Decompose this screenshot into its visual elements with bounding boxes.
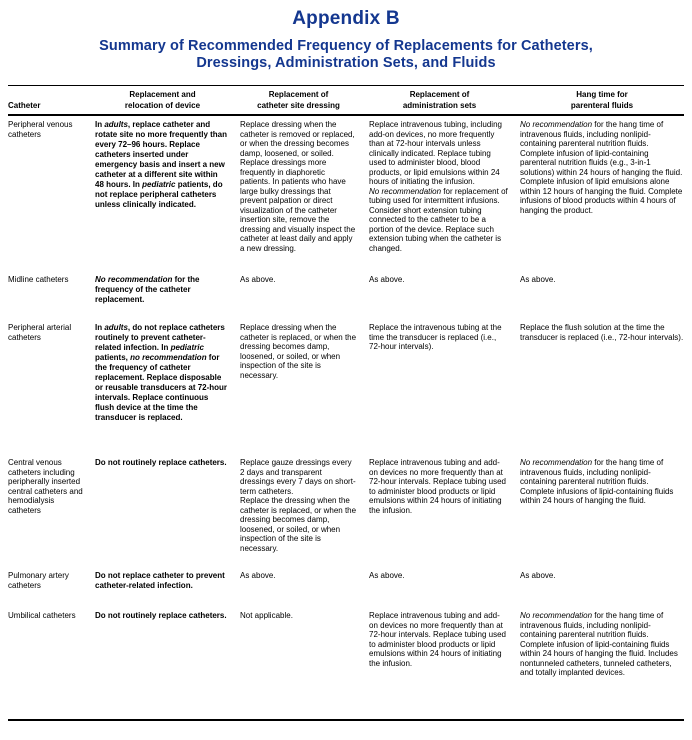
cell-paragraph (95, 275, 228, 305)
cell-paragraph (8, 323, 87, 342)
hang-time-cell (520, 120, 684, 215)
text: Pulmonary artery catheters (8, 571, 69, 590)
site-dressing-cell (240, 323, 369, 380)
catheter-name-cell (8, 571, 95, 590)
header-line: parenteral fluids (570, 101, 634, 110)
header-line: Replacement of (409, 90, 470, 99)
cell-paragraph (8, 120, 87, 139)
text: Replace intravenous tubing and add-on devices no more frequently than at 72-hour intervals. Replace tubing used to administer blood products or lipid emulsions within 24 hours of initiating the infusion. (369, 458, 506, 515)
hang-time-cell (520, 275, 684, 285)
catheter-name-cell (8, 458, 95, 515)
cell-paragraph (240, 496, 357, 553)
text: Do not replace catheter to prevent catheter-related infection. (95, 571, 225, 590)
text: In (95, 120, 105, 129)
cell-paragraph (520, 323, 684, 342)
header-line: Hang time for (576, 90, 628, 99)
table-row (8, 120, 684, 261)
italic-text: No recommendation (520, 120, 593, 129)
device-replacement-cell (95, 275, 240, 305)
text: Do not routinely replace catheters. (95, 458, 227, 467)
header-line: relocation of device (124, 101, 201, 110)
text: for the frequency of the catheter replacement. (95, 275, 200, 304)
cell-paragraph (369, 458, 508, 515)
text: Replace the dressing when the catheter is replaced, or when the dressing becomes damp, loosened, or soiled, or when inspection of the site is necessary. (240, 496, 357, 553)
table-bottom-rule (8, 719, 684, 721)
cell-paragraph (369, 187, 508, 254)
cell-paragraph (95, 323, 228, 423)
header-catheter-label: Catheter (8, 101, 41, 110)
cell-paragraph (520, 611, 684, 678)
italic-text: adults (104, 120, 128, 129)
site-dressing-cell (240, 275, 369, 285)
table-row (8, 275, 684, 309)
page-subtitle (8, 38, 684, 71)
device-replacement-cell (95, 323, 240, 423)
italic-text: No recommendation (95, 275, 173, 284)
cell-paragraph (240, 120, 357, 253)
cell-paragraph (240, 323, 357, 380)
administration-sets-cell (369, 120, 520, 253)
device-replacement-cell (95, 458, 240, 468)
italic-text: no recommendation (130, 353, 207, 362)
text: Not applicable. (240, 611, 293, 620)
page-subtitle-line-1: Summary of Recommended Frequency of Replacements for Catheters, (99, 38, 593, 54)
text: Peripheral arterial catheters (8, 323, 72, 342)
table-row (8, 458, 684, 557)
text: Replace gauze dressings every 2 days and transparent dressings every 7 days on short-term catheters. (240, 458, 356, 496)
cell-paragraph (95, 571, 228, 591)
text: As above. (240, 571, 276, 580)
catheter-name-cell (8, 275, 95, 285)
text: Replace dressing when the catheter is replaced, or when the dressing becomes damp, loosened, or soiled, or when inspection of the site is necessary. (240, 323, 357, 380)
italic-text: adults (104, 323, 128, 332)
table-row (8, 611, 684, 719)
catheter-name-cell (8, 611, 95, 621)
header-line: Replacement and (129, 90, 196, 99)
text: for the hang time of intravenous fluids, including nonlipid-containing parenteral nutrition fluids. Complete infusion of lipid-containing fluids within 24 hours of hanging the fluid. Includes nontunneled catheters, tunneled catheters, and totally implanted devices. (520, 611, 678, 677)
text: Do not routinely replace catheters. (95, 611, 227, 620)
header-replacement-relocation (95, 89, 240, 111)
italic-text: pediatric (170, 343, 204, 352)
hang-time-cell (520, 323, 684, 342)
cell-paragraph (369, 120, 508, 187)
text: Replace the intravenous tubing at the time the transducer is replaced (i.e., 72-hour intervals). (369, 323, 502, 351)
text: As above. (369, 571, 405, 580)
text: As above. (369, 275, 405, 284)
administration-sets-cell (369, 458, 520, 515)
text: , replace catheter and rotate site no more frequently than every 72–96 hours. Replace catheters inserted under emergency basis and insert a new catheter at a different site within 48 hours. In (95, 120, 228, 189)
cell-paragraph (240, 611, 357, 621)
header-line: Replacement of (268, 90, 329, 99)
cell-paragraph (369, 611, 508, 668)
site-dressing-cell (240, 120, 369, 253)
cell-paragraph (520, 571, 684, 581)
text: for the hang time of intravenous fluids, including nonlipid-containing parenteral nutrition fluids. Complete infusions of lipid-containing fluids within 24 hours of hanging the fluid. (520, 458, 674, 505)
site-dressing-cell (240, 571, 369, 581)
cell-paragraph (520, 120, 684, 215)
italic-text: No recommendation (520, 611, 593, 620)
cell-paragraph (369, 275, 508, 285)
cell-paragraph (8, 571, 87, 590)
header-hang-time (520, 89, 684, 111)
header-administration-sets (369, 89, 520, 111)
text: Replace dressing when the catheter is removed or replaced, or when the dressing becomes damp, loosened, or soiled. Replace dressings more frequently in diaphoretic patients. In patients who have large bulky dressings that prevent palpation or direct visualization of the catheter insertion site, remove the dressing and visually inspect the catheter at least daily and apply a new dressing. (240, 120, 356, 253)
cell-paragraph (520, 458, 684, 506)
italic-text: pediatric (142, 180, 176, 189)
text: for the hang time of intravenous fluids, including nonlipid-containing parenteral nutrition fluids. Complete infusion of lipid-containing parenteral nutrition fluids (e.g., 3-in-1 solutions) within 24 hours of hanging the fluid. Complete infusion of lipid emulsions alone within 12 hours of hanging the fluid. Complete infusions of blood products within 4 hours of hanging the product. (520, 120, 683, 215)
text: In (95, 323, 105, 332)
table-body (8, 116, 684, 719)
page-subtitle-line-2: Dressings, Administration Sets, and Fluids (196, 54, 496, 71)
cell-paragraph (95, 120, 228, 210)
catheter-name-cell (8, 120, 95, 139)
text: patients, do not replace peripheral catheters unless clinically indicated. (95, 180, 223, 209)
cell-paragraph (240, 571, 357, 581)
text: Midline catheters (8, 275, 69, 284)
site-dressing-cell (240, 611, 369, 621)
device-replacement-cell (95, 611, 240, 621)
text: Replace intravenous tubing and add-on devices no more frequently than at 72-hour intervals. Replace tubing used to administer blood products or lipid emulsions within 24 hours of initiating the infusion. (369, 611, 506, 668)
device-replacement-cell (95, 571, 240, 591)
table-header-row (8, 86, 684, 114)
italic-text: No recommendation (369, 186, 442, 196)
cell-paragraph (240, 275, 357, 285)
text: , do not replace catheters routinely to prevent catheter-related infection. In (95, 323, 225, 352)
cell-paragraph (8, 275, 87, 285)
cell-paragraph (369, 571, 508, 581)
cell-paragraph (8, 458, 87, 515)
cell-paragraph (520, 275, 684, 285)
text: Replace the flush solution at the time the transducer is replaced (i.e., 72-hour intervals). (520, 323, 684, 342)
text: patients, (95, 353, 131, 362)
text: As above. (520, 571, 556, 580)
text: Umbilical catheters (8, 611, 76, 620)
text: for replacement of tubing used for intermittent infusions. Consider short extension tubing connected to the catheter to be a portion of the device. Replace such extension tubing when the catheter is changed. (369, 186, 508, 253)
text: Replace intravenous tubing, including add-on devices, no more frequently than at 72-hour intervals unless clinically indicated. Replace tubing used to administer blood, blood products, or lipid emulsions within 24 hours of initiating the infusion. (369, 120, 502, 186)
text: As above. (520, 275, 556, 284)
italic-text: No recommendation (520, 458, 593, 467)
header-line: catheter site dressing (257, 101, 340, 110)
catheter-name-cell (8, 323, 95, 342)
header-site-dressing (240, 89, 369, 111)
replacement-frequency-table (8, 85, 684, 721)
administration-sets-cell (369, 571, 520, 581)
cell-paragraph (95, 458, 228, 468)
header-catheter (8, 100, 95, 111)
header-line: administration sets (402, 101, 477, 110)
cell-paragraph (8, 611, 87, 621)
cell-paragraph (95, 611, 228, 621)
text: Peripheral venous catheters (8, 120, 73, 139)
text: As above. (240, 275, 276, 284)
cell-paragraph (240, 458, 357, 496)
cell-paragraph (369, 323, 508, 352)
device-replacement-cell (95, 120, 240, 210)
site-dressing-cell (240, 458, 369, 553)
page-title: Appendix B (292, 8, 400, 29)
administration-sets-cell (369, 275, 520, 285)
table-row (8, 323, 684, 444)
administration-sets-cell (369, 611, 520, 668)
table-row (8, 571, 684, 597)
administration-sets-cell (369, 323, 520, 352)
hang-time-cell (520, 611, 684, 678)
hang-time-cell (520, 571, 684, 581)
text: for the frequency of catheter replacement. Replace disposable or reusable transducers at 72-hour intervals. Replace continuous flush device at the time the transducer is replaced. (95, 353, 228, 422)
text: Central venous catheters including peripherally inserted central catheters and hemodialysis catheters (8, 458, 83, 515)
hang-time-cell (520, 458, 684, 506)
